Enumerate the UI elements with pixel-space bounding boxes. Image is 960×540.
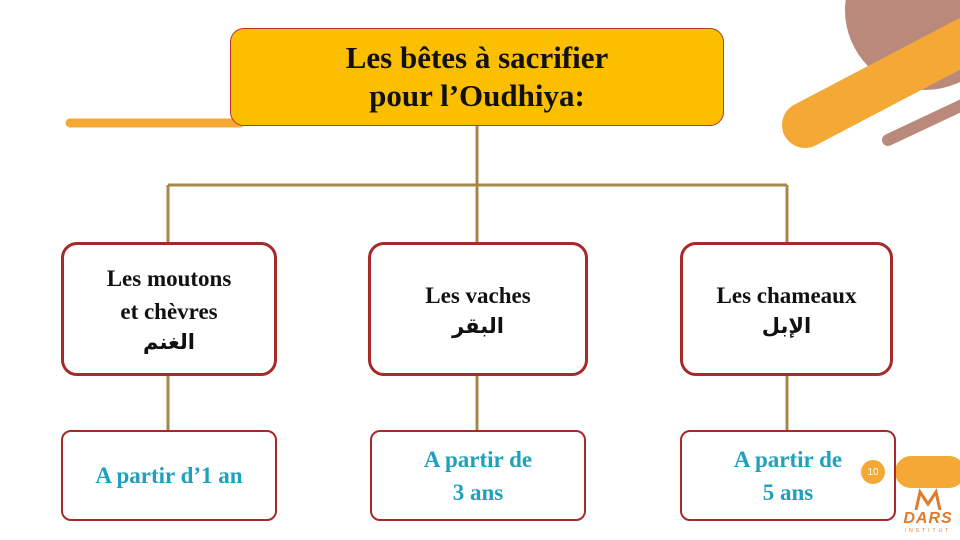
slide-number-badge [861,460,885,484]
category-arabic: البقر [452,313,504,338]
category-label-line: et chèvres [120,299,218,324]
logo-mark-icon [898,488,958,512]
age-text-line: 3 ans [452,479,504,505]
logo-subtext: INSTITUT [904,528,952,534]
category-box-moutons [61,242,277,376]
category-label-line: Les moutons [106,266,232,291]
slide-number: 10 [867,466,879,478]
category-box-chameaux [680,242,893,376]
title-box [230,28,724,126]
age-box-vaches [370,430,586,521]
age-text-line: 5 ans [762,479,814,505]
category-label-line: Les vaches [425,282,531,308]
category-arabic: الإبل [761,313,812,338]
age-text-line: A partir de [423,446,533,472]
category-label-line: Les chameaux [716,282,857,308]
logo-text: DARS [903,510,953,527]
dars-logo [898,488,958,538]
category-box-vaches [368,242,588,376]
category-arabic: الغنم [143,330,195,354]
title-line-2: pour l’Oudhiya: [369,78,585,113]
deco-bar-bottom-right [895,456,960,488]
age-box-moutons [61,430,277,521]
age-text-line: A partir d’1 an [95,463,243,488]
age-text-line: A partir de [733,446,843,472]
title-line-1: Les bêtes à sacrifier [345,40,609,75]
